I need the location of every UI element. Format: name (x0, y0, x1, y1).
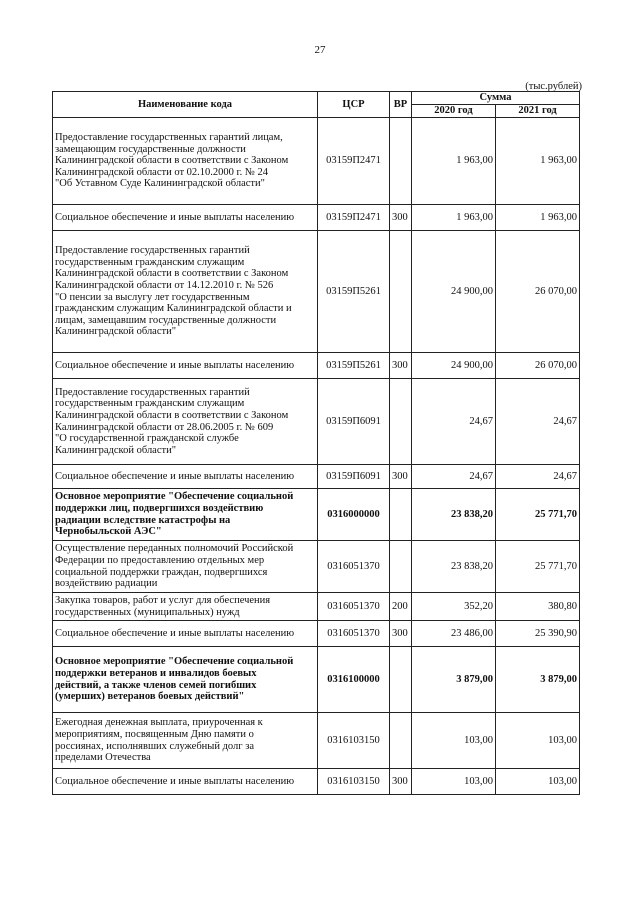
row-vr (390, 118, 412, 205)
row-2020: 24 900,00 (412, 353, 496, 379)
row-name: Социальное обеспечение и иные выплаты населению (53, 205, 318, 231)
row-csr: 0316103150 (318, 713, 390, 769)
row-name: Социальное обеспечение и иные выплаты населению (53, 769, 318, 795)
header-2021: 2021 год (496, 105, 580, 118)
table-row (53, 593, 580, 621)
row-2020: 23 486,00 (412, 621, 496, 647)
row-name: Предоставление государственных гарантий лицам, замещающим государственные должности Калининградской области в соответствии с Законом Калининградской области от 02.10.2000 г. № 24 "Об Уставном Суде Калининградской области" (53, 118, 318, 205)
units-label: (тыс.рублей) (525, 81, 582, 92)
row-csr: 0316051370 (318, 621, 390, 647)
table-row (53, 621, 580, 647)
row-2021: 1 963,00 (496, 205, 580, 231)
row-vr (390, 647, 412, 713)
table-row (53, 353, 580, 379)
row-vr: 300 (390, 769, 412, 795)
row-name: Предоставление государственных гарантий государственным гражданским служащим Калининградской области в соответствии с Законом Калининградской области от 28.06.2005 г. № 609 "О государственной гражданской службе Калининградской области" (53, 379, 318, 465)
row-2020: 24 900,00 (412, 231, 496, 353)
row-name: Закупка товаров, работ и услуг для обеспечения государственных (муниципальных) нужд (53, 593, 318, 621)
row-2021: 103,00 (496, 713, 580, 769)
row-2021: 25 390,90 (496, 621, 580, 647)
row-name: Социальное обеспечение и иные выплаты населению (53, 621, 318, 647)
table-row (53, 118, 580, 205)
row-2020: 1 963,00 (412, 205, 496, 231)
row-name: Предоставление государственных гарантий государственным гражданским служащим Калининградской области в соответствии с Законом Калининградской области от 14.12.2010 г. № 526 "О пенсии за выслугу лет государственным гражданским служащим Калининградской области и лицам, замещавшим государственные должности Калининградской области" (53, 231, 318, 353)
table-row (53, 379, 580, 465)
row-vr: 300 (390, 353, 412, 379)
row-vr: 300 (390, 465, 412, 489)
header-sum: Сумма (412, 92, 580, 105)
row-name: Осуществление переданных полномочий Российской Федерации по предоставлению отдельных мер социальной поддержки граждан, подвергшихся воздействию радиации (53, 541, 318, 593)
row-2020: 3 879,00 (412, 647, 496, 713)
row-csr: 0316051370 (318, 593, 390, 621)
row-2020: 1 963,00 (412, 118, 496, 205)
row-csr: 03159П2471 (318, 205, 390, 231)
table-row (53, 769, 580, 795)
table-row (53, 205, 580, 231)
row-csr: 03159П6091 (318, 465, 390, 489)
row-2021: 26 070,00 (496, 353, 580, 379)
row-2020: 103,00 (412, 769, 496, 795)
row-vr (390, 541, 412, 593)
row-2021: 25 771,70 (496, 489, 580, 541)
row-2021: 24,67 (496, 379, 580, 465)
table-row (53, 647, 580, 713)
row-vr (390, 489, 412, 541)
row-vr: 300 (390, 621, 412, 647)
row-2021: 103,00 (496, 769, 580, 795)
header-name: Наименование кода (53, 92, 318, 118)
row-name: Социальное обеспечение и иные выплаты населению (53, 353, 318, 379)
row-csr: 03159П5261 (318, 353, 390, 379)
row-2021: 380,80 (496, 593, 580, 621)
row-2020: 352,20 (412, 593, 496, 621)
table-row (53, 541, 580, 593)
table-row (53, 465, 580, 489)
row-2020: 24,67 (412, 465, 496, 489)
row-vr (390, 713, 412, 769)
row-2021: 26 070,00 (496, 231, 580, 353)
row-vr (390, 231, 412, 353)
row-csr: 03159П2471 (318, 118, 390, 205)
row-2021: 3 879,00 (496, 647, 580, 713)
header-csr: ЦСР (318, 92, 390, 118)
row-vr (390, 379, 412, 465)
budget-table (52, 91, 580, 795)
row-csr: 0316051370 (318, 541, 390, 593)
row-2020: 103,00 (412, 713, 496, 769)
header-2020: 2020 год (412, 105, 496, 118)
table-row (53, 231, 580, 353)
row-name: Социальное обеспечение и иные выплаты населению (53, 465, 318, 489)
row-name: Основное мероприятие "Обеспечение социальной поддержки ветеранов и инвалидов боевых действий, а также членов семей погибших (умерших) ветеранов боевых действий" (53, 647, 318, 713)
row-2020: 24,67 (412, 379, 496, 465)
row-2021: 24,67 (496, 465, 580, 489)
row-2021: 25 771,70 (496, 541, 580, 593)
row-2021: 1 963,00 (496, 118, 580, 205)
row-csr: 0316000000 (318, 489, 390, 541)
table-row (53, 713, 580, 769)
header-vr: ВР (390, 92, 412, 118)
row-csr: 0316100000 (318, 647, 390, 713)
row-vr: 200 (390, 593, 412, 621)
row-csr: 03159П5261 (318, 231, 390, 353)
row-name: Ежегодная денежная выплата, приуроченная к мероприятиям, посвященным Дню памяти о россиянах, исполнявших служебный долг за пределами Отечества (53, 713, 318, 769)
row-csr: 0316103150 (318, 769, 390, 795)
table-row (53, 489, 580, 541)
row-2020: 23 838,20 (412, 541, 496, 593)
row-csr: 03159П6091 (318, 379, 390, 465)
page-number: 27 (314, 44, 326, 56)
row-name: Основное мероприятие "Обеспечение социальной поддержки лиц, подвергшихся воздействию радиации вследствие катастрофы на Чернобыльской АЭС" (53, 489, 318, 541)
row-2020: 23 838,20 (412, 489, 496, 541)
row-vr: 300 (390, 205, 412, 231)
